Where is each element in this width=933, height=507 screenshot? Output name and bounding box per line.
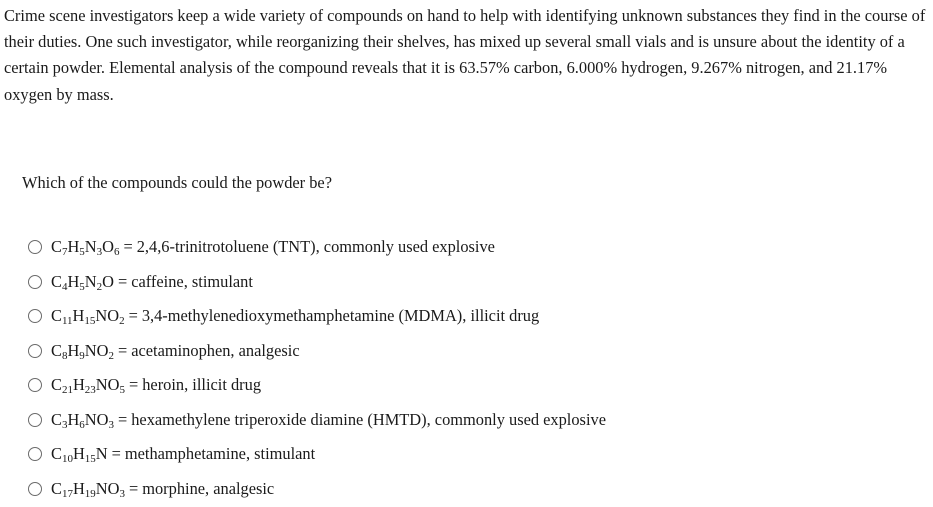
formula-element: O — [102, 237, 114, 257]
compound-description: hexamethylene triperoxide diamine (HMTD), commonly used explosive — [131, 409, 606, 429]
formula-element: H — [67, 271, 80, 291]
formula-subscript: 3 — [119, 487, 125, 500]
formula-subscript: 6 — [79, 418, 85, 431]
answer-option-label — [51, 444, 315, 464]
formula-element: H — [72, 444, 85, 464]
formula-subscript: 3 — [96, 246, 103, 259]
answer-option-tnt[interactable] — [28, 230, 606, 265]
answer-option-acetaminophen[interactable] — [28, 334, 606, 369]
answer-option-label — [51, 341, 300, 361]
formula-element: H — [67, 409, 80, 429]
formula-element: H — [72, 375, 85, 395]
radio-button[interactable] — [28, 413, 42, 427]
formula-element: N — [84, 271, 97, 291]
formula-subscript: 4 — [61, 280, 68, 293]
formula-element: C — [51, 271, 62, 291]
chemical-formula — [51, 479, 125, 498]
answer-option-label — [51, 410, 606, 430]
formula-subscript: 9 — [79, 349, 85, 362]
formula-subscript: 5 — [79, 280, 85, 293]
radio-button[interactable] — [28, 309, 42, 323]
formula-element: O — [107, 478, 120, 498]
compound-description: acetaminophen, analgesic — [131, 340, 300, 360]
compound-description: caffeine, stimulant — [131, 271, 253, 291]
equals-sign: = — [117, 409, 128, 429]
formula-subscript: 17 — [61, 487, 73, 500]
formula-element: C — [51, 444, 62, 464]
formula-element: O — [107, 306, 120, 326]
formula-element: C — [51, 306, 62, 326]
formula-element: N — [84, 409, 97, 429]
answer-option-label — [51, 237, 495, 257]
formula-subscript: 15 — [84, 315, 96, 328]
chemical-formula — [51, 341, 114, 360]
chemical-formula — [51, 410, 114, 429]
radio-button[interactable] — [28, 482, 42, 496]
compound-description: 2,4,6-trinitrotoluene (TNT), commonly used explosive — [136, 237, 495, 257]
equals-sign: = — [123, 237, 133, 257]
answer-option-hmtd[interactable] — [28, 403, 606, 438]
answer-option-morphine[interactable] — [28, 472, 606, 507]
radio-button[interactable] — [28, 344, 42, 358]
formula-element: C — [51, 375, 62, 395]
equals-sign: = — [111, 444, 121, 464]
radio-button[interactable] — [28, 447, 42, 461]
formula-element: C — [51, 478, 62, 498]
chemical-formula — [51, 375, 125, 397]
formula-subscript: 5 — [119, 384, 125, 397]
formula-subscript: 6 — [113, 246, 120, 259]
formula-element: O — [96, 340, 109, 360]
formula-element: C — [51, 340, 62, 360]
answer-option-label — [51, 479, 274, 499]
formula-element: H — [67, 340, 80, 360]
formula-subscript: 5 — [79, 246, 85, 259]
radio-button[interactable] — [28, 240, 42, 254]
chemical-formula — [51, 306, 125, 328]
formula-element: O — [107, 375, 120, 395]
equals-sign: = — [117, 271, 128, 291]
compound-description: methamphetamine, stimulant — [124, 444, 316, 464]
answer-option-label — [51, 375, 261, 395]
formula-element: N — [95, 444, 108, 464]
compound-description: 3,4-methylenedioxymethamphetamine (MDMA), illicit drug — [141, 306, 540, 326]
formula-element: N — [95, 375, 108, 395]
formula-subscript: 8 — [61, 349, 68, 362]
formula-subscript: 2 — [119, 315, 125, 328]
answer-option-methamphetamine[interactable] — [28, 437, 606, 472]
compound-description: heroin, illicit drug — [142, 375, 262, 395]
formula-element: H — [67, 237, 80, 257]
formula-subscript: 15 — [84, 453, 96, 466]
radio-button[interactable] — [28, 378, 42, 392]
equals-sign: = — [128, 306, 138, 326]
formula-element: N — [95, 478, 108, 498]
formula-element: N — [84, 340, 97, 360]
formula-subscript: 2 — [108, 349, 114, 362]
equals-sign: = — [117, 340, 128, 360]
answer-option-label — [51, 306, 539, 326]
formula-subscript: 23 — [84, 384, 96, 397]
chemical-formula — [51, 272, 114, 291]
answer-option-label — [51, 272, 253, 292]
formula-subscript: 10 — [61, 453, 73, 466]
answer-option-mdma[interactable] — [28, 299, 606, 334]
answer-options-list — [28, 230, 606, 506]
question-prompt: Which of the compounds could the powder be? — [22, 173, 332, 192]
answer-option-caffeine[interactable] — [28, 265, 606, 300]
formula-element: C — [51, 237, 62, 257]
formula-subscript: 19 — [84, 487, 96, 500]
formula-element: O — [96, 409, 109, 429]
compound-description: morphine, analgesic — [142, 478, 275, 498]
equals-sign: = — [128, 375, 139, 395]
formula-subscript: 11 — [61, 315, 73, 328]
formula-element: N — [84, 237, 97, 257]
equals-sign: = — [128, 478, 139, 498]
formula-subscript: 7 — [61, 246, 68, 259]
problem-statement: Crime scene investigators keep a wide variety of compounds on hand to help with identifying unknown substances they find in the course of their duties. One such investigator, while reorganizing their shelves, has mixed up several small vials and is unsure about the identity of a certain powder. Elemental analysis of the compound reveals that it is 63.57% carbon, 6.000% hydrogen, 9.267% nitrogen, and 21.17% oxygen by mass. — [4, 6, 926, 104]
chemical-formula — [51, 237, 120, 259]
formula-subscript: 3 — [61, 418, 68, 431]
formula-element: N — [95, 306, 108, 326]
formula-element: C — [51, 409, 62, 429]
answer-option-heroin[interactable] — [28, 368, 606, 403]
chemical-formula — [51, 444, 108, 466]
radio-button[interactable] — [28, 275, 42, 289]
formula-element: O — [102, 271, 114, 291]
formula-element: H — [72, 306, 85, 326]
formula-subscript: 2 — [96, 280, 103, 293]
formula-subscript: 21 — [61, 384, 73, 397]
formula-subscript: 3 — [108, 418, 114, 431]
formula-element: H — [72, 478, 85, 498]
